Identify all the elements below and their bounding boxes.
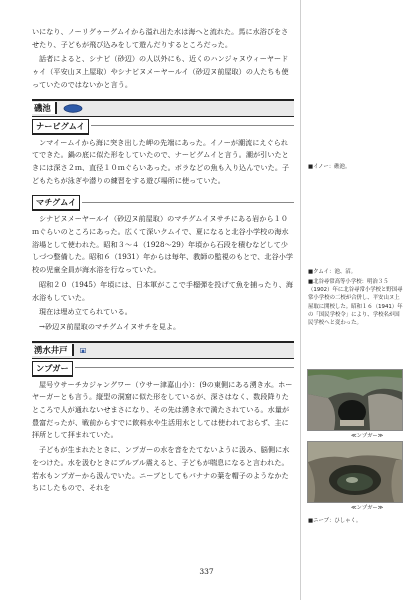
naabigumui-paragraph: ンマイームイから海に突き出した岬の先端にあった。イノーが潮流にえぐられてできた。鍋の底に似た形をしていたので、ナービグムイと言う。潮が引いたときには深さ２ｍ、直径１０ｍぐらいあった。ボラなどの魚も入り込んでいた。子どもたちが泳ぎや潜りの練習をする遊び場所に使っていた。 xyxy=(32,137,290,185)
pond-icon xyxy=(63,104,83,113)
column-divider xyxy=(300,0,301,600)
main-column xyxy=(32,26,294,497)
side-note-school: ■北谷尋常高等小学校：明治３５（1902）年に北谷尋常小学校と野国尋常小学校の二校が合併し、平安山ヌ上屋取に開校した。昭和１６（1941）年の「国民学校令」により、学校名が国民学校へと変わった。 xyxy=(308,279,403,327)
npugaa-paragraph-2: 子どもが生まれたときに、ンプガーの水を音をたてないように汲み、脳側に水をつけた。水を汲むときにブルブル震えると、子どもが喘息になると言われた。若水もンプガーから汲んでいた。ニーブとしてもバナナの葉を帽子のようなかたちにしたもので、それを xyxy=(32,445,290,493)
subheading-naabigumui: ナービグムイ xyxy=(32,119,89,135)
well-icon xyxy=(80,346,91,355)
side-note-inoo: ■イノー：礁池。 xyxy=(308,164,351,170)
section-header-bar xyxy=(32,99,294,117)
section-title-yusui-ido: 湧水井戸 xyxy=(32,344,74,356)
subheading-machigumui: マチグムイ xyxy=(32,195,80,211)
section-isoike xyxy=(32,99,294,334)
section-yusui-ido xyxy=(32,341,294,495)
section-title-isoike: 磯池 xyxy=(32,102,57,114)
page-number: 337 xyxy=(199,567,214,576)
section-header-bar xyxy=(32,341,294,359)
photo-caption-1: ≪ンプガー≫ xyxy=(351,433,384,439)
side-note-niibu: ■ニーブ：ひしゃく。 xyxy=(308,518,362,524)
machigumui-paragraph-1: シナビヌメーヤールイ（砂辺ヌ前屋取）のマチグムイヌサチにある岩から１０ｍぐらいのところにあった。広くて深いクムイで、夏になると北谷小学校の海水浴場として使われた。昭和３～４（1928～29）年頃から石段を積むなどして少しづつ整備した。昭和６（1931）年からは毎年、教師の監視のもとで、北谷小学校の児童全員が海水浴を行なっていた。 xyxy=(32,214,293,275)
npugaa-paragraph-1: 屋号ウサーチカジャングワー（ウサー津嘉山小）：(9の東側にある湧き水。ホーヤーガーとも言う。縦型の洞窟に似た形をしているが、深さはなく、数段降りたところで人が通れないせまさになり、その先は湧き水で満たされている。水量が豊富だったが、戦前からすでに飲料水や生活用水としては使われておらず、主に拝所として拝まれていた。 xyxy=(32,379,293,440)
cave-image xyxy=(308,370,402,430)
intro-paragraph-2: 話者によると、シナビ（砂辺）の人以外にも、近くのハンジャヌウィーヤードゥイ（平安山ヌ上屋取）やシナビヌメーヤールイ（砂辺ヌ前屋取）の人たちも使っていたのではないかと言う。 xyxy=(32,54,289,89)
photo-caption-2: ≪ンプガー≫ xyxy=(351,505,384,511)
intro-paragraph-1: いになり、ノーリグゥーグムイから溢れ出た水は海へと流れた。馬に水浴びをさせたり、子どもが飛び込みをして遊んだりするところだった。 xyxy=(32,27,289,49)
npugaa-photo-2 xyxy=(307,441,403,503)
machigumui-paragraph-2: 昭和２０（1945）年頃には、日本軍がここで手榴弾を投げて魚を捕ったり、海水浴もしていた。 xyxy=(32,279,293,302)
machigumui-cross-reference: →砂辺ヌ前屋取のマチグムイヌサチを見よ。 xyxy=(39,321,181,331)
machigumui-paragraph-3: 現在は埋め立てられている。 xyxy=(39,307,132,317)
side-note-kumui: ■クムイ：池、沼。 xyxy=(308,269,357,275)
subheading-npugaa: ンプガー xyxy=(32,361,73,377)
spring-image xyxy=(308,442,402,502)
npugaa-photo-1 xyxy=(307,369,403,431)
